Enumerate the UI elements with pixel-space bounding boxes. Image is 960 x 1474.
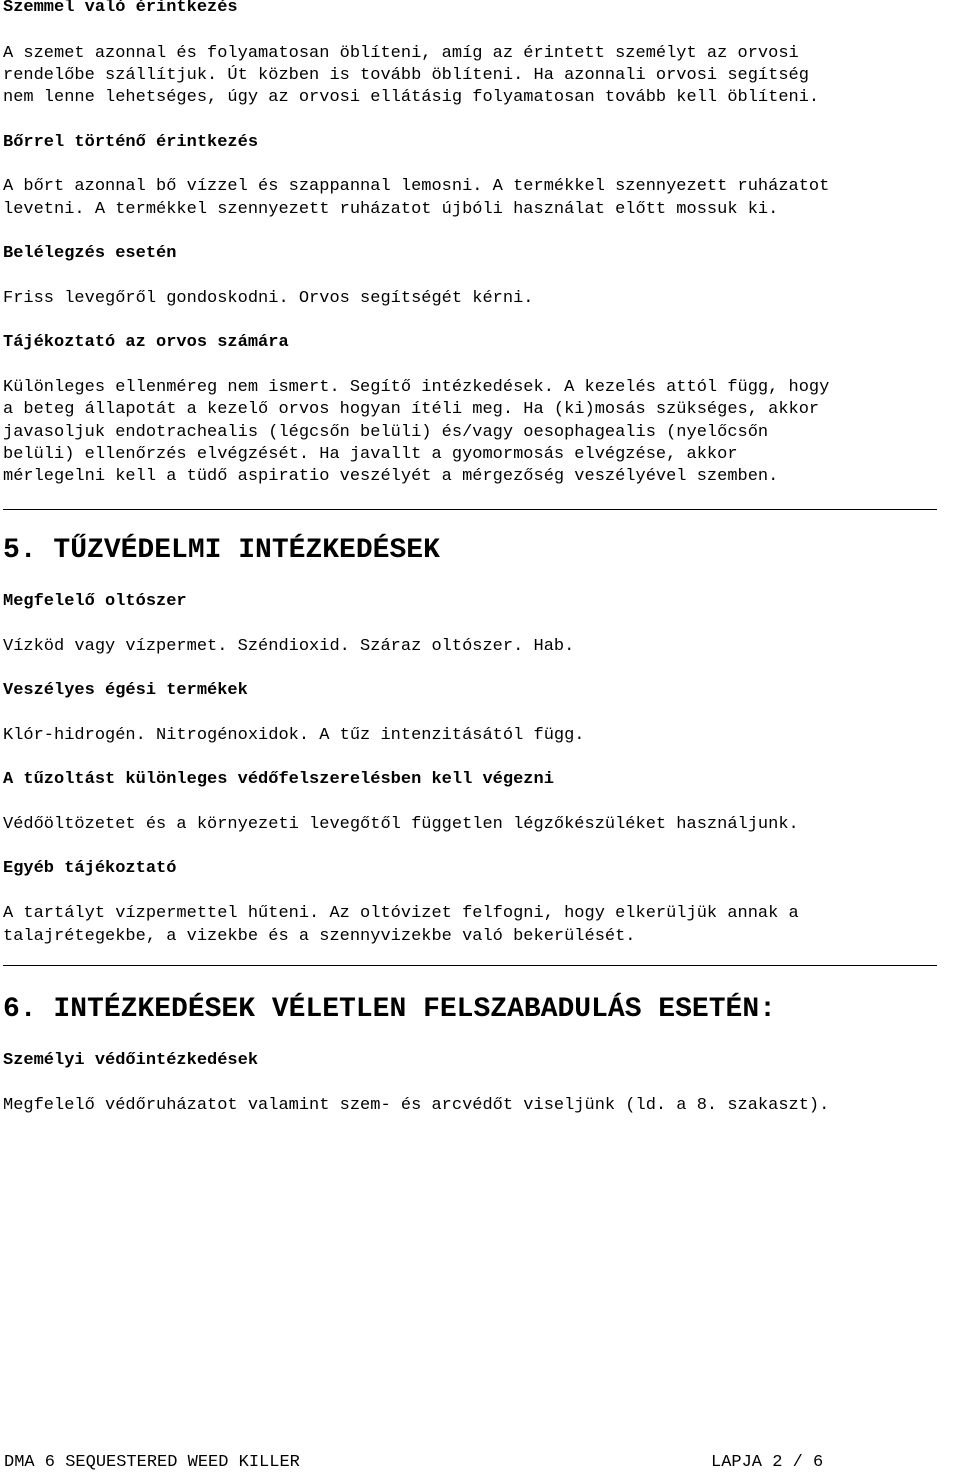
- doctor-info-line-3: javasoljuk endotrachealis (légcsőn belüli) és/vagy oesophagealis (nyelőcsőn: [3, 423, 769, 442]
- skin-contact-line-2: levetni. A termékkel szennyezett ruházatot újbóli használat előtt mossuk ki.: [3, 200, 779, 219]
- extinguishing-media-heading: Megfelelő oltószer: [3, 592, 187, 611]
- eye-contact-line-3: nem lenne lehetséges, úgy az orvosi ellátásig folyamatosan tovább kell öblíteni.: [3, 88, 820, 107]
- combustion-products-text: Klór-hidrogén. Nitrogénoxidok. A tűz intenzitásától függ.: [3, 726, 585, 745]
- eye-contact-heading: Szemmel való érintkezés: [3, 0, 238, 17]
- personal-precautions-heading: Személyi védőintézkedések: [3, 1051, 259, 1070]
- section-divider-2: [3, 965, 937, 966]
- doctor-info-line-5: mérlegelni kell a tüdő aspiratio veszélyét a mérgezőség veszélyével szemben.: [3, 467, 779, 486]
- section-divider-1: [3, 509, 937, 510]
- inhalation-heading: Belélegzés esetén: [3, 244, 177, 263]
- footer-product-name: DMA 6 SEQUESTERED WEED KILLER: [4, 1453, 300, 1472]
- extinguishing-media-text: Vízköd vagy vízpermet. Széndioxid. Száraz oltószer. Hab.: [3, 637, 575, 656]
- other-info-heading: Egyéb tájékoztató: [3, 859, 177, 878]
- other-info-line-1: A tartályt vízpermettel hűteni. Az oltóvizet felfogni, hogy elkerüljük annak a: [3, 904, 799, 923]
- section-5-title: 5. TŰZVÉDELMI INTÉZKEDÉSEK: [3, 535, 440, 566]
- doctor-info-line-2: a beteg állapotát a kezelő orvos hogyan ítéli meg. Ha (ki)mosás szükséges, akkor: [3, 400, 820, 419]
- doctor-info-heading: Tájékoztató az orvos számára: [3, 333, 289, 352]
- other-info-line-2: talajrétegekbe, a vizekbe és a szennyvizekbe való bekerülését.: [3, 927, 636, 946]
- skin-contact-heading: Bőrrel történő érintkezés: [3, 133, 259, 152]
- personal-precautions-text: Megfelelő védőruházatot valamint szem- és arcvédőt viseljünk (ld. a 8. szakaszt).: [3, 1096, 830, 1115]
- firefighter-ppe-text: Védőöltözetet és a környezeti levegőtől független légzőkészüléket használjunk.: [3, 815, 799, 834]
- combustion-products-heading: Veszélyes égési termékek: [3, 681, 248, 700]
- inhalation-line-1: Friss levegőről gondoskodni. Orvos segítségét kérni.: [3, 289, 534, 308]
- eye-contact-line-1: A szemet azonnal és folyamatosan öblíteni, amíg az érintett személyt az orvosi: [3, 44, 799, 63]
- firefighter-ppe-heading: A tűzoltást különleges védőfelszerelésben kell végezni: [3, 770, 554, 789]
- doctor-info-line-1: Különleges ellenméreg nem ismert. Segítő intézkedések. A kezelés attól függ, hogy: [3, 378, 830, 397]
- skin-contact-line-1: A bőrt azonnal bő vízzel és szappannal lemosni. A termékkel szennyezett ruházatot: [3, 177, 830, 196]
- eye-contact-line-2: rendelőbe szállítjuk. Út közben is tovább öblíteni. Ha azonnali orvosi segítség: [3, 66, 809, 85]
- doctor-info-line-4: belüli) ellenőrzés elvégzését. Ha javallt a gyomormosás elvégzése, akkor: [3, 445, 738, 464]
- footer-page-number: LAPJA 2 / 6: [711, 1453, 824, 1472]
- section-6-title: 6. INTÉZKEDÉSEK VÉLETLEN FELSZABADULÁS ESETÉN:: [3, 994, 776, 1025]
